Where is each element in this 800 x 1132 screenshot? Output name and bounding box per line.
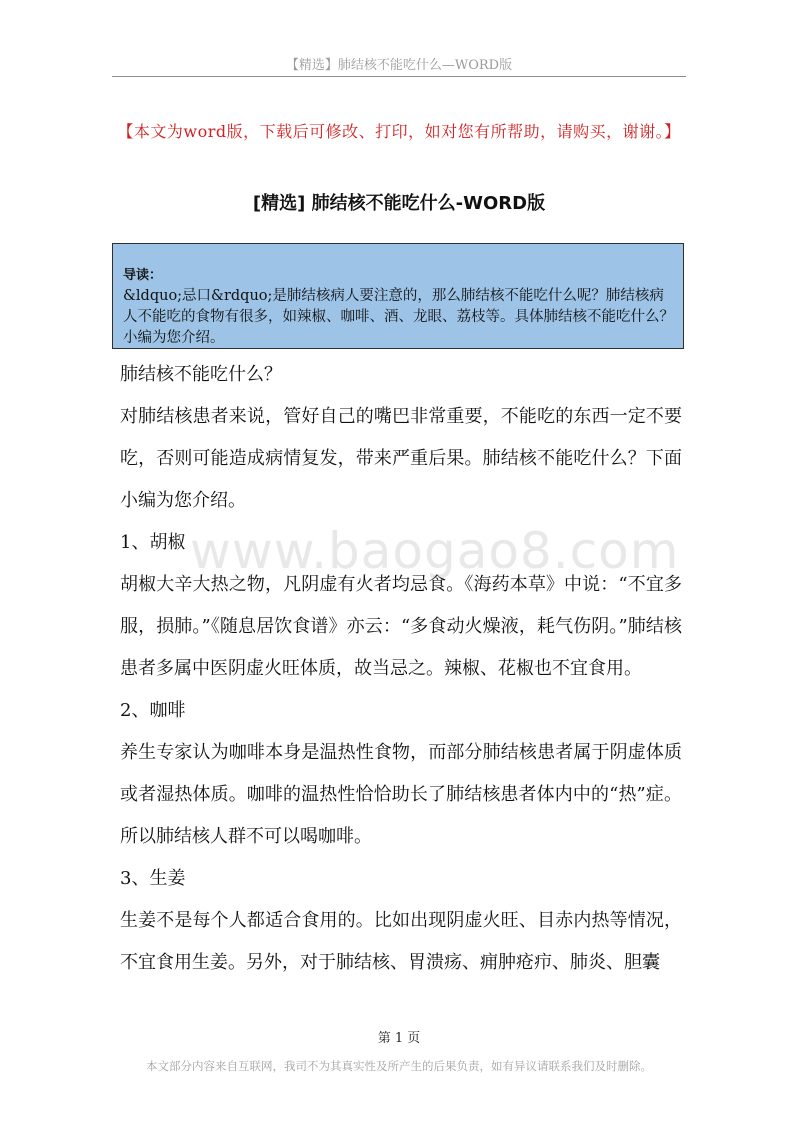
item-heading-pepper: 1、胡椒: [120, 532, 186, 553]
body-paragraph: 对肺结核患者来说，管好自己的嘴巴非常重要，不能吃的东西一定不要吃，否则可能造成病情复发，带来严重后果。肺结核不能吃什么？下面小编为您介绍。: [120, 406, 682, 511]
document-title: [精选] 肺结核不能吃什么-WORD版: [252, 193, 546, 214]
summary-box: [112, 243, 684, 349]
item-heading-ginger: 3、生姜: [120, 868, 186, 889]
item-heading-coffee: 2、咖啡: [120, 700, 186, 721]
body-paragraph: 养生专家认为咖啡本身是温热性食物，而部分肺结核患者属于阴虚体质或者湿热体质。咖啡的温热性恰恰助长了肺结核患者体内中的“热”症。所以肺结核人群不可以喝咖啡。: [120, 742, 682, 847]
body-paragraph: 胡椒大辛大热之物，凡阴虚有火者均忌食。《海药本草》中说：“不宜多服，损肺。”《随息居饮食谱》亦云：“多食动火燥液，耗气伤阴。”肺结核患者多属中医阴虚火旺体质，故当忌之。辣椒、花椒也不宜食用。: [120, 574, 682, 679]
page-number: 第 1 页: [377, 1031, 421, 1046]
section-heading: 肺结核不能吃什么？: [120, 364, 282, 385]
summary-label: 导读：: [123, 268, 163, 283]
body-paragraph: 生姜不是每个人都适合食用的。比如出现阴虚火旺、目赤内热等情况，不宜食用生姜。另外，对于肺结核、胃溃疡、痈肿疮疖、肺炎、胆囊: [120, 910, 682, 973]
summary-text: &ldquo;忌口&rdquo;是肺结核病人要注意的，那么肺结核不能吃什么呢？肺结核病人不能吃的食物有很多，如辣椒、咖啡、酒、龙眼、荔枝等。具体肺结核不能吃什么？小编为您介绍。: [123, 288, 674, 346]
page-header: 【精选】肺结核不能吃什么—WORD版: [285, 58, 513, 73]
article-body: [120, 354, 682, 984]
download-notice: 【本文为word版，下载后可修改、打印，如对您有所帮助，请购买，谢谢。】: [117, 122, 681, 141]
watermark: www.baogao8.com: [190, 522, 680, 580]
page-footer: 本文部分内容来自互联网，我司不为其真实性及所产生的后果负责，如有异议请联系我们及时删除。: [146, 1059, 652, 1073]
header-divider: [112, 76, 686, 77]
